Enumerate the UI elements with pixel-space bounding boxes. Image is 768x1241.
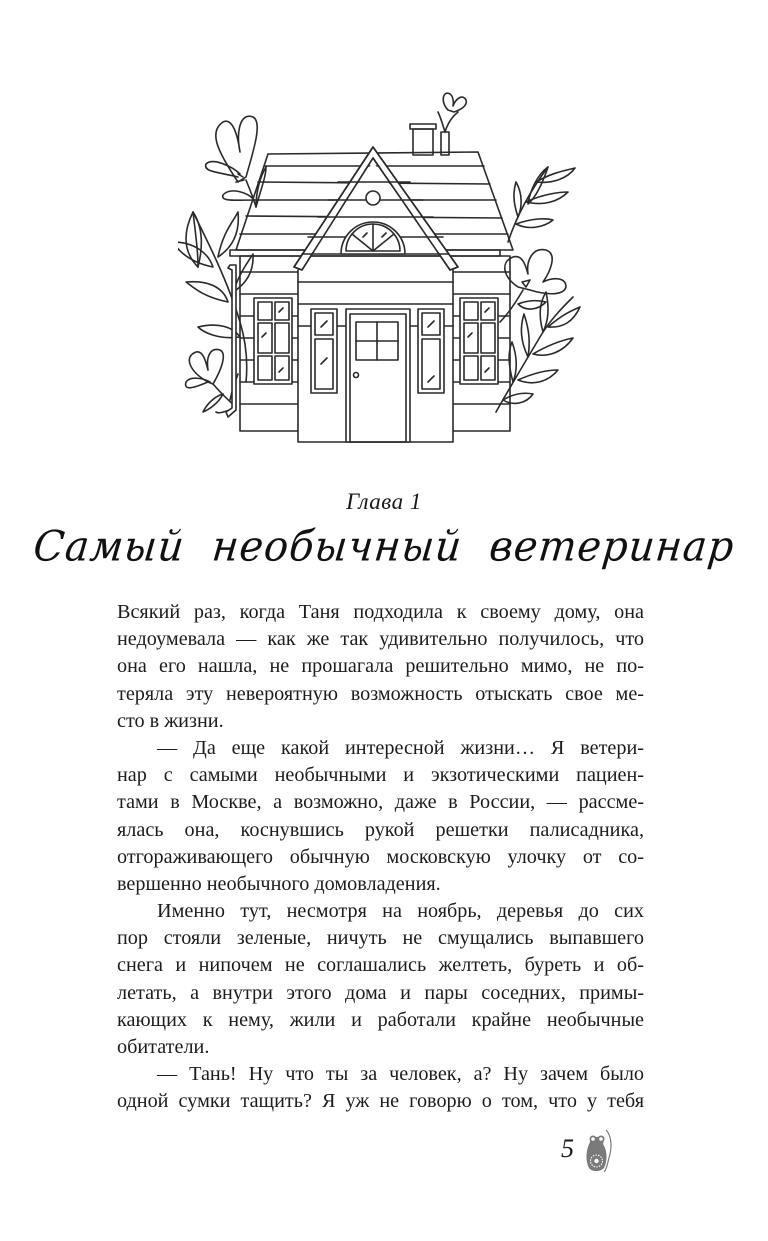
text-line: Всякий раз, когда Таня подходила к своему дому, она	[117, 601, 644, 623]
right-window	[460, 298, 498, 384]
text-line: летать, а внутри этого дома и пары соседних, примы-	[117, 981, 644, 1004]
chapter-body-text	[117, 599, 644, 1116]
chapter-label: Глава 1	[346, 489, 422, 514]
chapter-title: Самый необычный ветеринар	[31, 522, 737, 572]
left-window	[254, 298, 292, 384]
left-flower-top	[206, 116, 266, 207]
text-line: она его нашла, не прошагала решительно мимо, не по-	[117, 655, 644, 678]
text-line: одной сумки тащить? Я уж не говорю о том, что у тебя	[117, 1090, 644, 1113]
text-line: — Да еще какой интересной жизни… Я ветери-	[157, 736, 644, 759]
page-footer	[556, 1128, 656, 1178]
chimney	[410, 93, 466, 155]
mouse-icon	[582, 1128, 616, 1174]
text-line: нар с самыми необычными и экзотическими пациен-	[117, 764, 644, 787]
text-line: обитатели.	[117, 1036, 210, 1058]
right-branch-top	[508, 167, 575, 242]
left-branch	[178, 212, 253, 382]
house-with-flowers-icon	[178, 82, 582, 462]
text-line: недоумевала — как же так удивительно получилось, что	[117, 628, 644, 651]
text-line: кающих к нему, жили и работали крайне необычные	[117, 1008, 644, 1031]
text-line: Именно тут, несмотря на ноябрь, деревья до сих	[157, 900, 644, 923]
text-line: теряла эту невероятную возможность отыскать свое ме-	[117, 682, 644, 705]
text-line: отгораживающего обычную московскую улочку от со-	[117, 845, 644, 868]
text-line: ялась она, коснувшись рукой решетки палисадника,	[117, 818, 644, 841]
left-flower-bottom	[186, 349, 238, 412]
right-branch-bottom	[496, 292, 580, 412]
text-line: снега и нипочем не соглашались желтеть, буреть и об-	[117, 954, 644, 977]
house-illustration	[178, 82, 582, 462]
text-line: тами в Москве, а возможно, даже в России, — рассме-	[117, 791, 644, 814]
text-line: пор стояли зеленые, ничуть не смущались выпавшего	[117, 927, 644, 950]
text-line: — Тань! Ну что ты за человек, а? Ну зачем было	[157, 1063, 644, 1086]
door	[346, 309, 410, 442]
text-line: вершенно необычного домовладения.	[117, 872, 441, 895]
page-number: 5	[561, 1134, 574, 1163]
text-line: сто в жизни.	[117, 709, 224, 732]
